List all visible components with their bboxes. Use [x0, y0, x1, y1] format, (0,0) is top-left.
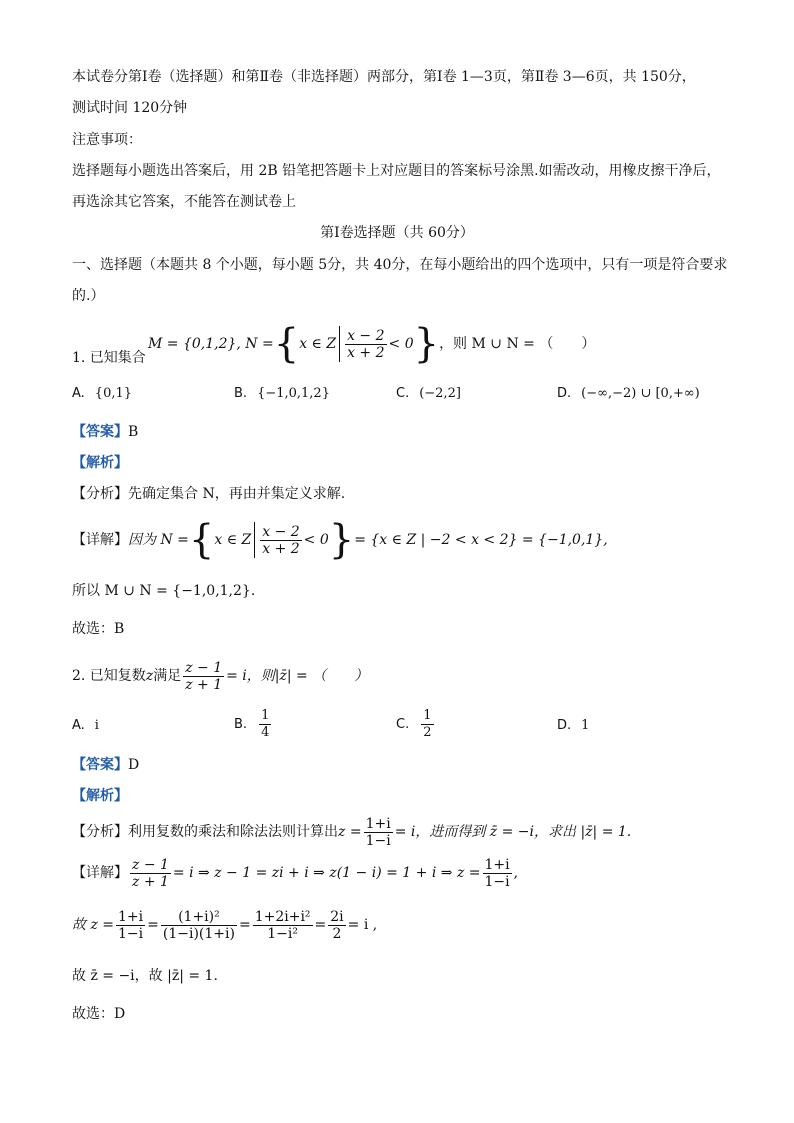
q1-bar: [339, 326, 340, 362]
q1-option-d: D. (−∞,−2) ∪ [0,+∞): [557, 386, 700, 401]
q1-m-def: M = {0,1,2}, N =: [148, 336, 274, 352]
q2-option-c: C. $\frac{1}{2}$: [396, 708, 432, 740]
intro-line-1: 本试卷分第Ⅰ卷（选择题）和第Ⅱ卷（非选择题）两部分，第Ⅰ卷 1—3页，第Ⅱ卷 3—6页，共 150分，: [72, 69, 696, 85]
part-one-line-1: 一、选择题（本题共 8 个小题，每小题 5分，共 40分，在每小题给出的四个选项中，只有一项是符合要求: [72, 257, 728, 273]
q1-fenxi: 【分析】先确定集合 N，再由并集定义求解.: [72, 486, 346, 502]
q1-set-definition: [148, 322, 595, 366]
q2-option-b: B. $\frac{1}{4}$: [234, 708, 270, 740]
q1-option-c: C. (−2,2]: [396, 386, 461, 401]
q2-detail-1: 【详解】 $\frac{z - 1}{z + 1}$ = i ⇒ z − 1 = zi + i ⇒ z(1 − i) = 1 + i ⇒ z = $\frac{1+i}{1-i}$ ,: [72, 856, 519, 890]
q1-option-a: A. {0,1}: [72, 386, 133, 401]
notice-line-2: 再选涂其它答案，不能答在测试卷上: [72, 194, 296, 210]
part-one-line-2: 的.）: [72, 288, 105, 304]
q1-ask: ，则 M ∪ N = （ ）: [439, 336, 596, 352]
q2-option-d: D. 1: [557, 718, 590, 733]
intro-line-2: 测试时间 120分钟: [72, 100, 188, 116]
q1-choose: 故选：B: [72, 621, 125, 637]
q2-detail-3: 故 z̄ = −i，故 |z̄| = 1.: [72, 968, 218, 984]
notice-title: 注意事项：: [72, 132, 142, 148]
q1-left-brace: {: [273, 321, 300, 367]
q1-frac-num: x − 2: [347, 327, 385, 344]
q2-fenxi: 【分析】 利用复数的乘法和除法法则计算出 z = $\frac{1+i}{1-i}$ = i，进而得到 z̄ = −i，求出 |z̄| = 1.: [72, 815, 632, 849]
q2-choose: 故选：D: [72, 1006, 126, 1022]
q1-so-line: 所以 M ∪ N = {−1,0,1,2}.: [72, 583, 256, 599]
q1-cond-tail: < 0: [388, 336, 414, 352]
q2-option-a: A. i: [72, 718, 99, 733]
q2-analysis-tag: 【解析】: [72, 788, 128, 804]
q1-option-b: B. {−1,0,1,2}: [234, 386, 330, 401]
q2-answer: 【答案】D: [72, 757, 140, 773]
q1-fraction: [345, 328, 386, 361]
q1-right-brace: }: [413, 321, 440, 367]
q2-question: 2. 已知复数 z 满足 $\frac{z - 1}{z + 1}$ = i，则 |z̄| = （ ）: [72, 659, 369, 693]
q1-frac-den: x + 2: [347, 344, 385, 361]
q1-answer: 【答案】B: [72, 424, 139, 440]
q1-number: 1. 已知集合: [72, 350, 146, 366]
q2-detail-2: 故 z = $\frac{1+i}{1-i}$ = $\frac{\text{(1+i)²}}{(1-i)(1+i)}$ = $\frac{\text{1+2i+i²}}{\text{1−i²}}$ = $\frac{2i}{2}$ = i ,: [72, 908, 378, 942]
q1-analysis-tag: 【解析】: [72, 455, 128, 471]
notice-line-1: 选择题每小题选出答案后，用 2B 铅笔把答题卡上对应题目的答案标号涂黑.如需改动，用橡皮擦干净后，: [72, 163, 721, 179]
q1-set-elem: x ∈ Z: [299, 336, 337, 352]
q1-detail: 【详解】 因为 N = { x ∈ Z $\frac{x - 2}{x + 2}$ < 0 } = {x ∈ Z | −2 < x < 2} = {−1,0,1},: [72, 517, 608, 563]
section-title: 第Ⅰ卷选择题（共 60分）: [320, 225, 474, 241]
